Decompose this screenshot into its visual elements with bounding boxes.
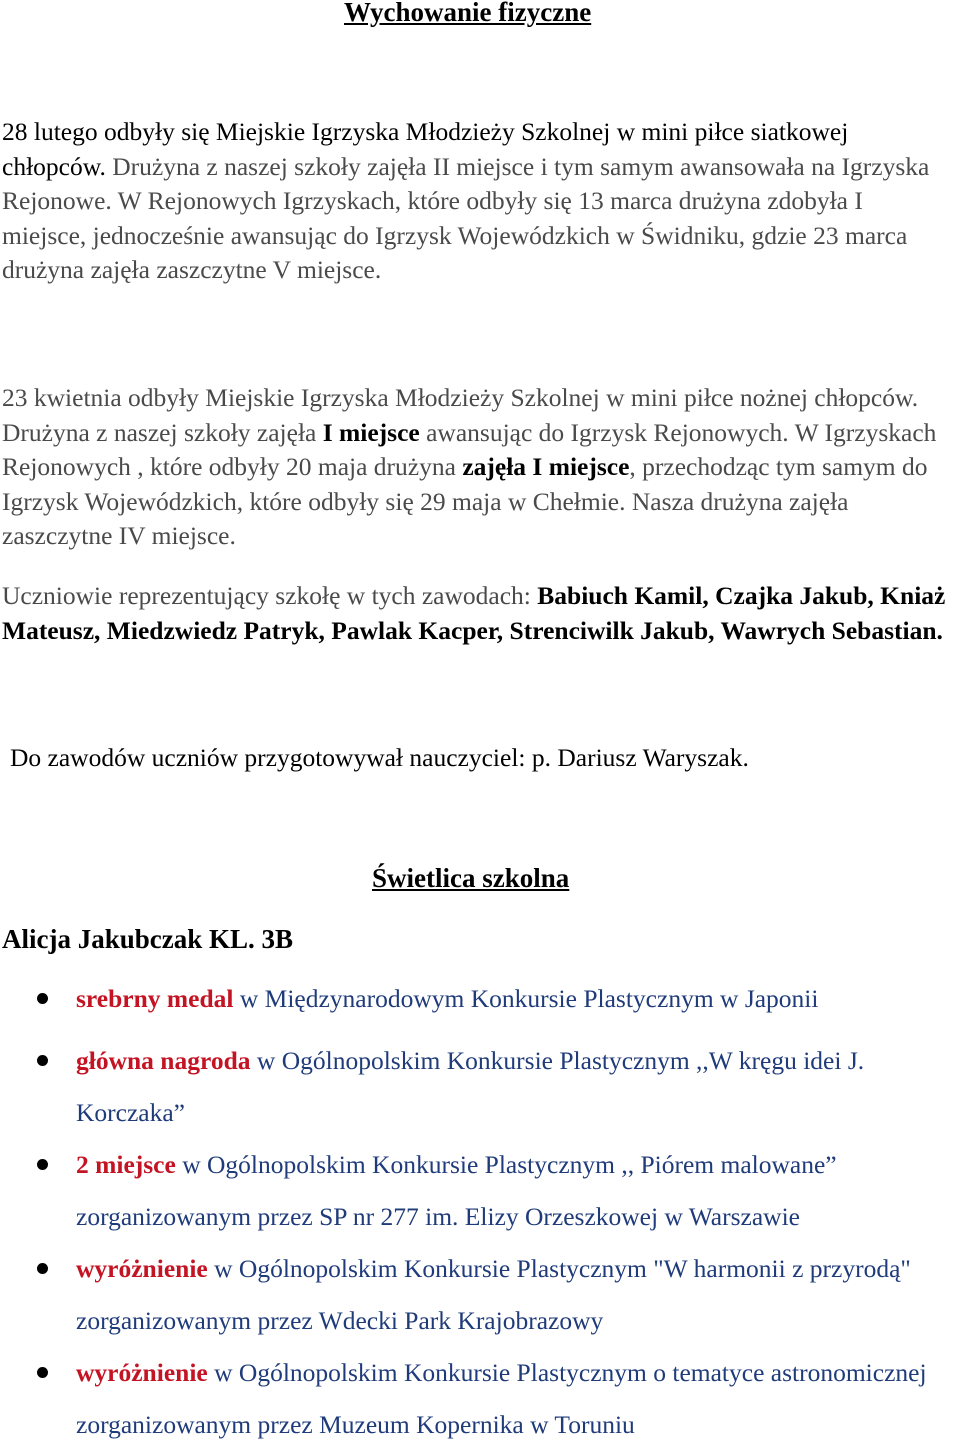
bullet-icon <box>37 993 48 1004</box>
section-title-physical-education: Wychowanie fizyczne <box>344 0 592 27</box>
list-item <box>0 1243 956 1347</box>
bullet-icon <box>37 1263 48 1274</box>
paragraph-text: 23 kwietnia odbyły Miejskie Igrzyska Młodzieży Szkolnej w mini piłce nożnej chłopców. Drużyna z naszej szkoły zajęła <box>2 383 919 447</box>
award-description: w Ogólnopolskim Konkursie Plastycznym o tematyce astronomicznej zorganizowanym przez Muzeum Kopernika w Toruniu <box>76 1358 927 1439</box>
award-prize: główna nagroda <box>76 1046 251 1075</box>
bullet-icon <box>37 1055 48 1066</box>
award-prize: wyróżnienie <box>76 1254 208 1283</box>
bullet-icon <box>37 1159 48 1170</box>
bullet-icon <box>37 1367 48 1378</box>
list-item <box>0 973 956 1035</box>
award-description: w Międzynarodowym Konkursie Plastycznym w Japonii <box>233 984 819 1013</box>
highlight-text: zajęła I miejsce <box>462 452 630 481</box>
list-item <box>0 1139 956 1243</box>
paragraph-football <box>2 381 952 554</box>
paragraph-students <box>2 579 952 648</box>
paragraph-text: awansując do Igrzysk Rejonowych. W Igrzyskach Rejonowych , które odbyły 20 maja drużyna <box>2 417 937 481</box>
paragraph-teacher: Do zawodów uczniów przygotowywał nauczyciel: p. Dariusz Waryszak. <box>10 743 749 772</box>
student-name: Alicja Jakubczak KL. 3B <box>2 924 294 954</box>
list-item <box>0 1035 956 1139</box>
list-item <box>0 1347 956 1451</box>
award-description: w Ogólnopolskim Konkursie Plastycznym ,,W kręgu idei J. Korczaka” <box>76 1046 865 1127</box>
awards-list <box>0 973 960 1451</box>
award-description: w Ogólnopolskim Konkursie Plastycznym ,, Piórem malowane” zorganizowanym przez SP nr 277 im. Elizy Orzeszkowej w Warszawie <box>76 1150 837 1231</box>
paragraph-text: Uczniowie reprezentujący szkołę w tych zawodach: <box>2 581 538 610</box>
paragraph-text: 28 lutego odbyły się Miejskie Igrzyska Młodzieży Szkolnej w mini piłce siatkowej chłopców. <box>2 117 849 181</box>
paragraph-volleyball <box>2 115 952 288</box>
award-prize: wyróżnienie <box>76 1358 208 1387</box>
paragraph-text: Drużyna z naszej szkoły zajęła II miejsce i tym samym awansowała na Igrzyska Rejonowe. W Rejonowych Igrzyskach, które odbyły się 13 marca drużyna zdobyła I miejsce, jednocześnie awansując do Igrzysk Wojewódzkich w Świdniku, gdzie 23 marca drużyna zajęła zaszczytne V miejsce. <box>2 151 930 284</box>
highlight-text: I miejsce <box>322 417 420 447</box>
paragraph-text: , przechodząc tym samym do Igrzysk Wojewódzkich, które odbyły się 29 maja w Chełmie. Nasza drużyna zajęła zaszczytne IV miejsce. <box>2 452 928 550</box>
student-names: Babiuch Kamil, Czajka Jakub, Kniaż Mateusz, Miedzwiedz Patryk, Pawlak Kacper, Strenciwilk Jakub, Wawrych Sebastian. <box>2 581 946 645</box>
award-prize: srebrny medal <box>76 984 234 1013</box>
award-prize: 2 miejsce <box>76 1150 176 1179</box>
award-description: w Ogólnopolskim Konkursie Plastycznym "W harmonii z przyrodą" zorganizowanym przez Wdecki Park Krajobrazowy <box>76 1254 911 1335</box>
section-title-common-room: Świetlica szkolna <box>372 863 570 893</box>
